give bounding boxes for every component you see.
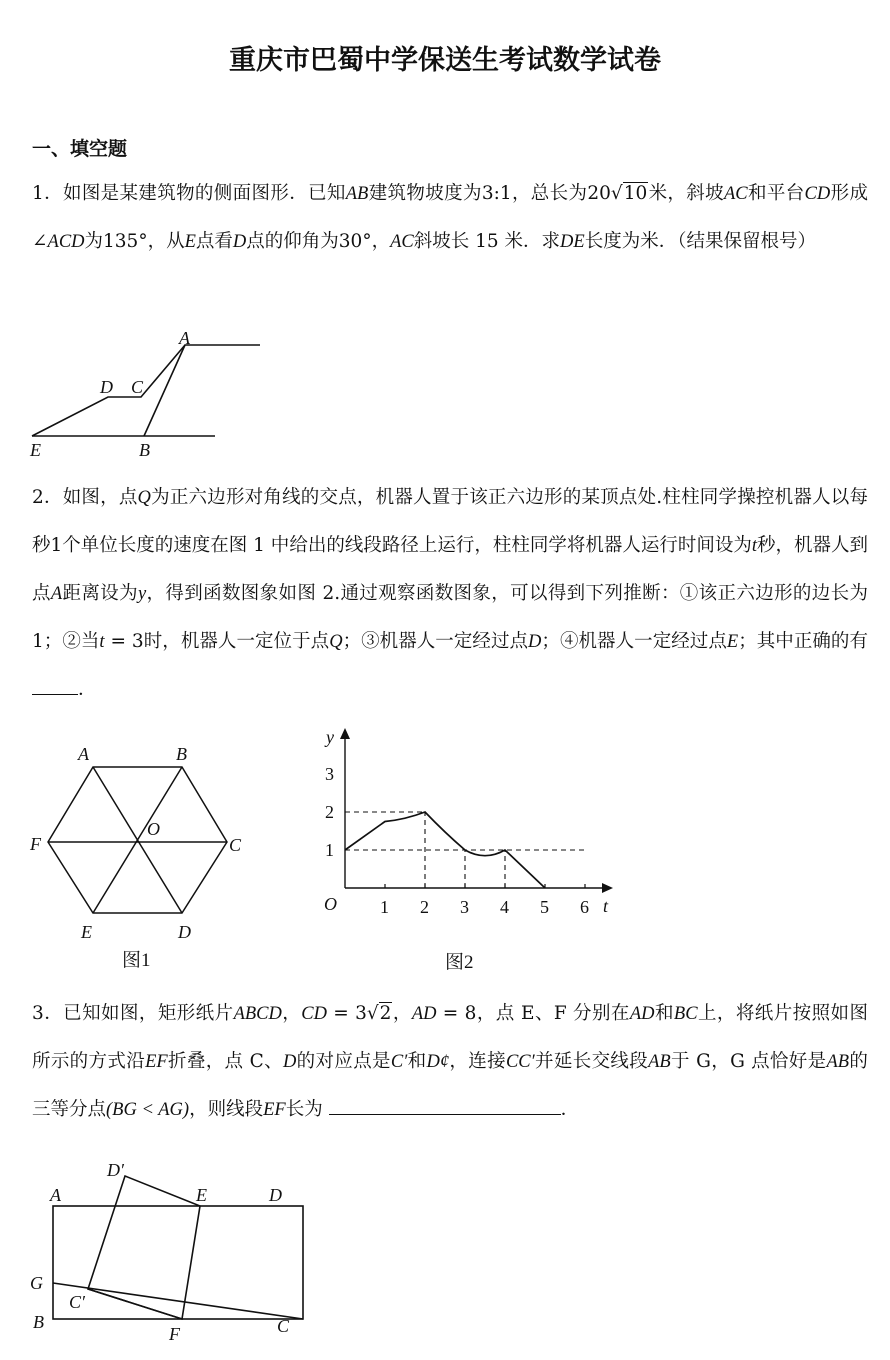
figure-2-caption: 图2 (445, 952, 474, 973)
page-title: 重庆市巴蜀中学保送生考试数学试卷 (229, 45, 661, 76)
section-heading: 一、填空题 (32, 138, 128, 160)
line-gc (53, 1283, 303, 1319)
origin-label: O (324, 894, 337, 914)
figure-1-caption: 图1 (122, 950, 151, 971)
hexagon-figure (25, 735, 265, 975)
function-graph (305, 722, 625, 977)
x-tick-label-1: 1 (380, 897, 389, 917)
rect-point-dprime: D′ (107, 1160, 124, 1180)
y-axis-arrow (340, 728, 350, 739)
building-profile (32, 345, 260, 436)
line-cprime-f (88, 1289, 182, 1319)
rectangle-abcd (53, 1206, 303, 1319)
x-tick-label-6: 6 (580, 897, 589, 917)
x-axis-arrow (602, 883, 613, 893)
hex-point-d: D (178, 922, 191, 942)
point-e-label: E (30, 440, 41, 460)
question-1-text: 1．如图是某建筑物的侧面图形．已知AB建筑物坡度为3:1，总长为20√10米，斜坡AC和平台CD形成∠ACD为135°，从E点看D点的仰角为30°，AC斜坡长 15 米．求DE长度为米．（结果保留根号） (32, 183, 868, 252)
y-tick-label-3: 3 (325, 764, 334, 784)
y-axis-label: y (326, 727, 334, 747)
rect-point-f: F (169, 1324, 180, 1344)
x-tick-label-2: 2 (420, 897, 429, 917)
rect-point-b: B (33, 1312, 44, 1332)
hex-point-a: A (78, 744, 89, 764)
y-tick-label-2: 2 (325, 802, 334, 822)
hex-point-o: O (147, 819, 160, 839)
rect-point-e: E (196, 1185, 207, 1205)
x-tick-label-3: 3 (460, 897, 469, 917)
folded-quad (88, 1176, 200, 1319)
question-2-text: 2．如图，点Q为正六边形对角线的交点，机器人置于该正六边形的某顶点处.柱柱同学操控机器人以每秒1个单位长度的速度在图 1 中给出的线段路径上运行，柱柱同学将机器人运行时间设为t秒，机器人到点A距离设为y，得到函数图象如图 2.通过观察函数图象，可以得到下列推断：①该正六边形的边长为1；②当t = 3时，机器人一定位于点Q；③机器人一定经过点D；④机器人一定经过点E；其中正确的有． (32, 487, 868, 700)
hex-point-e: E (81, 922, 92, 942)
x-tick-label-5: 5 (540, 897, 549, 917)
rect-point-c: C (277, 1316, 290, 1336)
folded-rectangle-figure (25, 1150, 315, 1350)
point-b-label: B (139, 440, 150, 460)
point-c-label: C (131, 377, 144, 397)
answer-blank-q3[interactable] (329, 1095, 561, 1115)
rect-point-a: A (50, 1185, 61, 1205)
rect-point-g: G (30, 1273, 43, 1293)
question-3-text: 3．已知如图，矩形纸片ABCD，CD = 3√2，AD = 8，点 E、F 分别在AD和BC上，将纸片按照如图所示的方式沿EF折叠，点 C、D的对应点是C′和D¢，连接CC′并延长交线段AB于 G，G 点恰好是AB的三等分点(BG < AG)，则线段EF长为 ． (32, 1003, 868, 1120)
rect-point-d: D (269, 1185, 282, 1205)
rect-point-cprime: C′ (69, 1292, 85, 1312)
building-slope-figure (28, 325, 268, 460)
y-tick-label-1: 1 (325, 840, 334, 860)
x-tick-label-4: 4 (500, 897, 509, 917)
hex-point-f: F (30, 834, 41, 854)
answer-blank-q2[interactable] (32, 675, 78, 695)
point-d-label: D (100, 377, 113, 397)
segment-ab (144, 345, 185, 436)
point-a-label: A (179, 328, 190, 348)
hex-point-b: B (176, 744, 187, 764)
hex-point-c: C (229, 835, 242, 855)
x-axis-label: t (603, 896, 609, 916)
